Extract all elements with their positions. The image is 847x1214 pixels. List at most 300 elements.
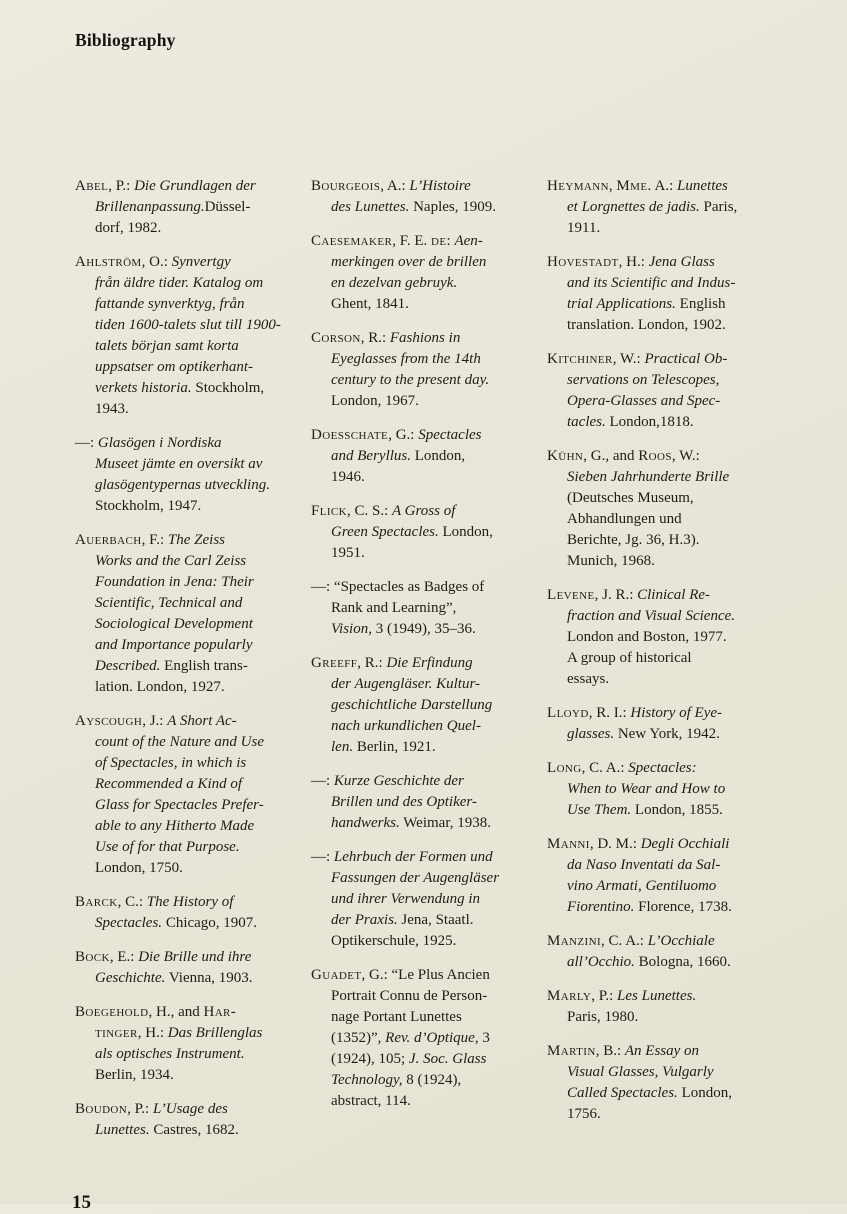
- bib-text: , G., and: [583, 448, 639, 464]
- bib-line: [311, 716, 547, 737]
- work-title: Spectacles: [418, 427, 482, 443]
- bib-text: lation. London, 1927.: [95, 679, 225, 695]
- bib-line: [75, 656, 311, 677]
- bib-entry: [75, 176, 311, 239]
- bib-line: [75, 837, 311, 858]
- work-title: fraction and Visual Science.: [567, 608, 736, 624]
- work-title: Sieben Jahrhunderte Brille: [567, 469, 730, 485]
- work-title: Green Spectacles.: [331, 524, 439, 540]
- bib-text: , G.:: [388, 427, 419, 443]
- bib-text: Jena, Staatl.: [397, 912, 474, 928]
- bibliography-column-3: [547, 176, 783, 1154]
- bib-line: [311, 501, 547, 522]
- work-title: History of Eye-: [630, 705, 723, 721]
- work-title: Vision,: [331, 621, 372, 637]
- author-name: Caesemaker: [311, 233, 393, 249]
- bib-line: [547, 551, 783, 572]
- work-title: från äldre tider. Katalog om: [95, 275, 264, 291]
- bib-text: London, 1750.: [95, 860, 183, 876]
- bib-line: [547, 669, 783, 690]
- work-title: Fashions in: [389, 330, 461, 346]
- bib-text: Portrait Connu de Person-: [331, 988, 488, 1004]
- bib-text: Bologna, 1660.: [634, 954, 731, 970]
- bib-entry: [547, 758, 783, 821]
- bib-text: —: “Spectacles as Badges of: [311, 579, 485, 595]
- work-title: geschichtliche Darstellung: [331, 697, 493, 713]
- bib-entry: [75, 252, 311, 420]
- bib-line: [547, 1041, 783, 1062]
- bib-text: Berlin, 1934.: [95, 1067, 174, 1083]
- bib-line: [311, 1028, 547, 1049]
- work-title: A Short Ac-: [167, 713, 237, 729]
- work-title: uppsatser om optikerhant-: [95, 359, 254, 375]
- work-title: der Praxis.: [331, 912, 398, 928]
- work-title: Glass for Spectacles Prefer-: [95, 797, 264, 813]
- bib-line: [75, 252, 311, 273]
- bib-line: [547, 779, 783, 800]
- bib-line: [75, 913, 311, 934]
- bib-line: [75, 315, 311, 336]
- work-title: und ihrer Verwendung in: [331, 891, 481, 907]
- bib-text: , F. E.: [392, 233, 432, 249]
- work-title: The History of: [146, 894, 234, 910]
- work-title: Visual Glasses, Vulgarly: [567, 1064, 714, 1080]
- bib-text: London and Boston, 1977.: [567, 629, 727, 645]
- bib-line: [547, 703, 783, 724]
- bib-entry: [75, 433, 311, 517]
- bib-text: Stockholm,: [191, 380, 265, 396]
- bib-entry: [547, 252, 783, 336]
- bib-entry: [311, 501, 547, 564]
- bib-line: [547, 876, 783, 897]
- bib-text: , B.:: [595, 1043, 625, 1059]
- work-title: Lehrbuch der Formen und: [333, 849, 493, 865]
- bib-text: , W.:: [612, 351, 645, 367]
- author-name: Levene: [547, 587, 595, 603]
- bib-line: [311, 1070, 547, 1091]
- bib-line: [547, 349, 783, 370]
- bib-line: [75, 176, 311, 197]
- work-title: talets början samt korta: [95, 338, 239, 354]
- work-title: des Lunettes.: [331, 199, 410, 215]
- page-number: 15: [72, 1192, 91, 1213]
- bib-text: A.:: [651, 178, 678, 194]
- bib-entry: [311, 847, 547, 952]
- bib-text: , P.:: [108, 178, 135, 194]
- work-title: handwerks.: [331, 815, 400, 831]
- work-title: Spectacles:: [628, 760, 697, 776]
- work-title: Lunettes: [677, 178, 728, 194]
- bib-line: [75, 294, 311, 315]
- work-title: fattande synverktyg, från: [95, 296, 245, 312]
- work-title: Use Them.: [567, 802, 632, 818]
- work-title: Jena Glass: [648, 254, 715, 270]
- bib-line: [311, 1007, 547, 1028]
- bib-text: Vienna, 1903.: [165, 970, 253, 986]
- author-name: Flick: [311, 503, 348, 519]
- bib-line: [311, 328, 547, 349]
- bib-line: [311, 813, 547, 834]
- work-title: A Gross of: [392, 503, 456, 519]
- bibliography-column-2: [311, 176, 547, 1154]
- author-name: Manzini: [547, 933, 602, 949]
- bib-line: [75, 399, 311, 420]
- author-name: Boudon: [75, 1101, 128, 1117]
- bib-entry: [547, 1041, 783, 1125]
- bib-text: ,: [608, 178, 617, 194]
- bib-line: [75, 1120, 311, 1141]
- work-title: merkingen over de brillen: [331, 254, 487, 270]
- work-title: Kurze Geschichte der: [333, 773, 464, 789]
- bib-line: [547, 370, 783, 391]
- bib-line: [75, 1099, 311, 1120]
- bib-line: [75, 218, 311, 239]
- bib-line: [547, 724, 783, 745]
- bib-entry: [75, 947, 311, 989]
- bib-line: [547, 627, 783, 648]
- bib-line: [311, 391, 547, 412]
- bib-entry: [547, 446, 783, 572]
- bib-line: [75, 858, 311, 879]
- bib-text: London,: [411, 448, 466, 464]
- work-title: Die Grundlagen der: [134, 178, 256, 194]
- bib-entry: [311, 653, 547, 758]
- bib-text: , P.:: [591, 988, 618, 1004]
- bib-line: [75, 816, 311, 837]
- bib-line: [311, 619, 547, 640]
- work-title: and Importance popularly: [95, 637, 253, 653]
- work-title: Les Lunettes.: [617, 988, 697, 1004]
- bib-entry: [547, 349, 783, 433]
- bib-text: London,: [438, 524, 493, 540]
- bib-line: [75, 1065, 311, 1086]
- bib-line: [547, 648, 783, 669]
- bib-line: [547, 585, 783, 606]
- bib-line: [547, 952, 783, 973]
- author-name: Mme.: [616, 178, 652, 194]
- work-title: Works and the Carl Zeiss: [95, 553, 247, 569]
- work-title: able to any Hitherto Made: [95, 818, 255, 834]
- bib-line: [311, 653, 547, 674]
- bibliography-column-1: [75, 176, 311, 1154]
- bib-line: [75, 614, 311, 635]
- work-title: L’Occhiale: [647, 933, 715, 949]
- work-title: J. Soc. Glass: [408, 1051, 487, 1067]
- bib-text: , W.:: [671, 448, 700, 464]
- bib-line: [75, 774, 311, 795]
- work-title: Called Spectacles.: [567, 1085, 678, 1101]
- work-title: Fassungen der Augengläser: [331, 870, 500, 886]
- bib-text: Paris,: [699, 199, 738, 215]
- bib-entry: [547, 931, 783, 973]
- author-name: Bourgeois: [311, 178, 381, 194]
- author-name: Lloyd: [547, 705, 589, 721]
- bib-line: [75, 795, 311, 816]
- work-title: Museet jämte en oversikt av: [95, 456, 263, 472]
- bib-text: translation. London, 1902.: [567, 317, 726, 333]
- bib-text: 1911.: [567, 220, 601, 236]
- work-title: and its Scientific and Indus-: [567, 275, 736, 291]
- bib-text: , F.:: [141, 532, 168, 548]
- bib-text: , C. A.:: [601, 933, 648, 949]
- bib-line: [311, 674, 547, 695]
- bib-line: [75, 572, 311, 593]
- bib-line: [75, 378, 311, 399]
- bib-entry: [311, 771, 547, 834]
- work-title: Die Brille und ihre: [138, 949, 252, 965]
- work-title: Practical Ob-: [644, 351, 728, 367]
- bib-line: [75, 433, 311, 454]
- bib-line: [547, 176, 783, 197]
- bib-text: , R. I.:: [588, 705, 631, 721]
- bib-line: [547, 488, 783, 509]
- bib-text: English: [675, 296, 726, 312]
- bib-line: [311, 598, 547, 619]
- bib-text: abstract, 114.: [331, 1093, 411, 1109]
- bib-text: Stockholm, 1947.: [95, 498, 202, 514]
- bib-line: [75, 357, 311, 378]
- work-title: Brillen und des Optiker-: [331, 794, 477, 810]
- bib-text: —:: [311, 849, 334, 865]
- bib-line: [547, 446, 783, 467]
- bib-line: [311, 294, 547, 315]
- bib-text: , C. A.:: [581, 760, 629, 776]
- bib-line: [547, 252, 783, 273]
- author-name: Roos: [638, 448, 672, 464]
- work-title: Sociological Development: [95, 616, 253, 632]
- bib-text: , R.:: [357, 655, 387, 671]
- bib-text: 1756.: [567, 1106, 601, 1122]
- bib-text: Berichte, Jg. 36, H.3).: [567, 532, 700, 548]
- bib-text: , C.:: [117, 894, 147, 910]
- work-title: nach urkundlichen Quel-: [331, 718, 481, 734]
- bib-entry: [75, 892, 311, 934]
- bib-text: English trans-: [160, 658, 248, 674]
- bib-line: [75, 1044, 311, 1065]
- bib-entry: [311, 965, 547, 1112]
- work-title: Recommended a Kind of: [95, 776, 243, 792]
- bib-entry: [75, 530, 311, 698]
- work-title: servations on Telescopes,: [567, 372, 720, 388]
- bib-line: [75, 530, 311, 551]
- bib-line: [75, 593, 311, 614]
- work-title: Brillenanpassung.: [95, 199, 205, 215]
- bib-line: [311, 273, 547, 294]
- bib-text: , J. R.:: [594, 587, 638, 603]
- work-title: et Lorgnettes de jadis.: [567, 199, 700, 215]
- bib-line: [547, 315, 783, 336]
- work-title: Die Erfindung: [386, 655, 473, 671]
- bib-text: 3: [478, 1030, 490, 1046]
- work-title: trial Applications.: [567, 296, 676, 312]
- bib-line: [547, 467, 783, 488]
- bib-line: [311, 349, 547, 370]
- work-title: Synvertgy: [171, 254, 231, 270]
- bib-line: [75, 753, 311, 774]
- author-name: Ayscough: [75, 713, 143, 729]
- bib-text: :: [446, 233, 455, 249]
- work-title: When to Wear and How to: [567, 781, 726, 797]
- bib-line: [75, 496, 311, 517]
- work-title: glasses.: [567, 726, 615, 742]
- bib-line: [547, 758, 783, 779]
- bib-line: [311, 543, 547, 564]
- bib-text: , H.:: [137, 1025, 168, 1041]
- bib-text: Castres, 1682.: [149, 1122, 239, 1138]
- bib-text: Paris, 1980.: [567, 1009, 639, 1025]
- author-name: Kühn: [547, 448, 584, 464]
- bib-line: [547, 855, 783, 876]
- bib-entry: [547, 703, 783, 745]
- bib-text: Optikerschule, 1925.: [331, 933, 457, 949]
- author-name: Hovestadt: [547, 254, 619, 270]
- bib-text: 1951.: [331, 545, 365, 561]
- author-name: Long: [547, 760, 582, 776]
- bib-line: [311, 965, 547, 986]
- bib-line: [75, 197, 311, 218]
- bibliography-columns: [75, 176, 783, 1154]
- bib-text: London,: [677, 1085, 732, 1101]
- bib-line: [547, 1083, 783, 1104]
- bib-line: [547, 606, 783, 627]
- bib-text: 1946.: [331, 469, 365, 485]
- author-name: Ahlström: [75, 254, 142, 270]
- bib-text: , G.: “Le Plus Ancien: [361, 967, 490, 983]
- work-title: tiden 1600-talets slut till 1900-: [95, 317, 281, 333]
- work-title: len.: [331, 739, 354, 755]
- bib-line: [311, 425, 547, 446]
- work-title: Clinical Re-: [637, 587, 711, 603]
- bib-text: 1943.: [95, 401, 129, 417]
- bib-text: (1352)”,: [331, 1030, 386, 1046]
- bib-line: [311, 931, 547, 952]
- bib-text: , J.:: [142, 713, 168, 729]
- author-name: tinger: [95, 1025, 138, 1041]
- author-name: Bock: [75, 949, 110, 965]
- bib-line: [75, 1002, 311, 1023]
- work-title: Aen-: [454, 233, 483, 249]
- work-title: The Zeiss: [167, 532, 226, 548]
- work-title: Foundation in Jena: Their: [95, 574, 254, 590]
- bib-text: Florence, 1738.: [634, 899, 732, 915]
- work-title: en dezelvan gebruyk.: [331, 275, 458, 291]
- bib-line: [547, 897, 783, 918]
- work-title: Degli Occhiali: [640, 836, 730, 852]
- bib-text: Rank and Learning”,: [331, 600, 457, 616]
- bib-text: , E.:: [109, 949, 139, 965]
- author-name: Martin: [547, 1043, 596, 1059]
- bib-line: [311, 1049, 547, 1070]
- work-title: Eyeglasses from the 14th: [331, 351, 481, 367]
- bib-text: A group of historical: [567, 650, 692, 666]
- author-name: Boegehold: [75, 1004, 149, 1020]
- bib-line: [547, 412, 783, 433]
- work-title: An Essay on: [624, 1043, 700, 1059]
- bib-text: essays.: [567, 671, 610, 687]
- work-title: century to the present day.: [331, 372, 490, 388]
- bib-line: [547, 800, 783, 821]
- work-title: Opera-Glasses and Spec-: [567, 393, 721, 409]
- bib-line: [547, 1062, 783, 1083]
- bib-text: Abhandlungen und: [567, 511, 682, 527]
- work-title: Use of for that Purpose.: [95, 839, 240, 855]
- bib-entry: [547, 834, 783, 918]
- work-title: Glasögen i Nordiska: [97, 435, 222, 451]
- bib-line: [547, 1104, 783, 1125]
- work-title: Lunettes.: [95, 1122, 150, 1138]
- bib-line: [311, 889, 547, 910]
- bib-text: 8 (1924),: [402, 1072, 462, 1088]
- bib-entry: [75, 1002, 311, 1086]
- work-title: L’Histoire: [409, 178, 471, 194]
- bib-text: (Deutsches Museum,: [567, 490, 694, 506]
- bib-line: [75, 947, 311, 968]
- work-title: Fiorentino.: [567, 899, 635, 915]
- bib-line: [311, 446, 547, 467]
- author-name: Barck: [75, 894, 118, 910]
- bib-line: [547, 509, 783, 530]
- bib-line: [311, 695, 547, 716]
- bib-line: [311, 792, 547, 813]
- bib-text: Naples, 1909.: [409, 199, 496, 215]
- bib-text: nage Portant Lunettes: [331, 1009, 462, 1025]
- work-title: and Beryllus.: [331, 448, 411, 464]
- bib-line: [75, 551, 311, 572]
- work-title: tacles.: [567, 414, 606, 430]
- bib-line: [311, 467, 547, 488]
- bib-text: —:: [311, 773, 334, 789]
- bib-line: [311, 1091, 547, 1112]
- work-title: count of the Nature and Use: [95, 734, 265, 750]
- bib-line: [311, 847, 547, 868]
- author-name: Corson: [311, 330, 361, 346]
- bib-line: [75, 711, 311, 732]
- bib-text: —:: [75, 435, 98, 451]
- bib-text: Munich, 1968.: [567, 553, 655, 569]
- bib-line: [547, 986, 783, 1007]
- bib-line: [75, 273, 311, 294]
- bib-entry: [75, 1099, 311, 1141]
- bib-line: [547, 294, 783, 315]
- bib-line: [75, 1023, 311, 1044]
- bib-text: New York, 1942.: [614, 726, 720, 742]
- work-title: Das Brillenglas: [167, 1025, 263, 1041]
- author-name: Heymann: [547, 178, 609, 194]
- author-name: Guadet: [311, 967, 362, 983]
- bib-line: [547, 218, 783, 239]
- work-title: Spectacles.: [95, 915, 163, 931]
- bib-text: , C. S.:: [347, 503, 393, 519]
- bib-entry: [547, 986, 783, 1028]
- work-title: der Augengläser. Kultur-: [331, 676, 481, 692]
- author-name: Auerbach: [75, 532, 142, 548]
- bib-text: Ghent, 1841.: [331, 296, 409, 312]
- author-name: Greeff: [311, 655, 358, 671]
- bib-line: [75, 892, 311, 913]
- bib-text: , A.:: [380, 178, 410, 194]
- bib-text: (1924), 105;: [331, 1051, 409, 1067]
- bib-text: , O.:: [141, 254, 172, 270]
- bib-text: Chicago, 1907.: [162, 915, 258, 931]
- author-name: Doesschate: [311, 427, 389, 443]
- work-title: Described.: [95, 658, 161, 674]
- bib-line: [547, 1007, 783, 1028]
- work-title: Rev. d’Optique,: [385, 1030, 479, 1046]
- work-title: glasögentypernas utveckling.: [95, 477, 270, 493]
- bib-text: , D. M.:: [589, 836, 641, 852]
- bib-line: [311, 197, 547, 218]
- bib-line: [75, 732, 311, 753]
